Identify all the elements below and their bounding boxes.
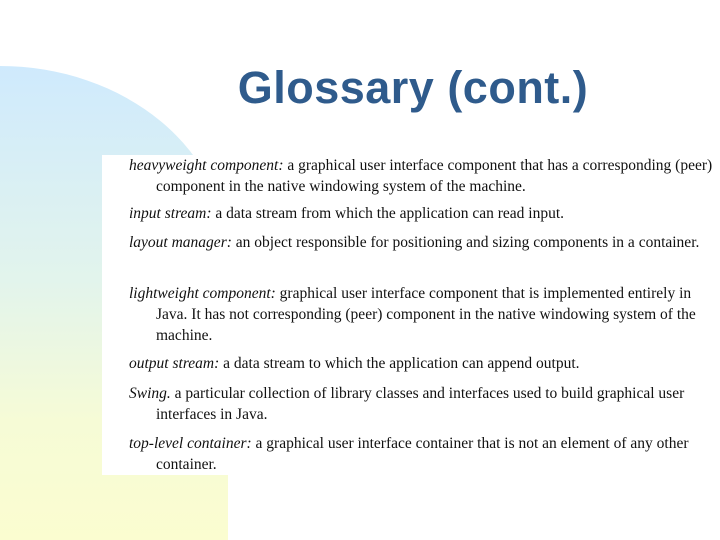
glossary-definition: a particular collection of library classes and interfaces used to build graphical user interfaces in Java.: [156, 385, 685, 423]
glossary-term: lightweight component:: [129, 285, 276, 302]
glossary-entry-output-stream: [129, 353, 716, 374]
glossary-definition: a data stream from which the application can read input.: [215, 205, 565, 222]
glossary-definition: a graphical user interface container that is not an element of any other container.: [156, 435, 689, 473]
slide-title: Glossary (cont.): [237, 62, 589, 113]
glossary-entry-lightweight-component: [129, 283, 716, 346]
glossary-definition: graphical user interface component that is implemented entirely in Java. It has not corresponding (peer) component in the native windowing system of the machine.: [156, 285, 696, 344]
glossary-entry-top-level-container: [129, 433, 716, 475]
glossary-term: Swing.: [129, 385, 171, 402]
glossary-entry-layout-manager: [129, 232, 716, 253]
glossary-term: heavyweight component:: [129, 157, 284, 174]
glossary-term: input stream:: [129, 205, 212, 222]
glossary-term: output stream:: [129, 355, 220, 372]
glossary-term: top-level container:: [129, 435, 252, 452]
glossary-entry-heavyweight-component: [129, 155, 716, 197]
glossary-definition: an object responsible for positioning and sizing components in a container.: [235, 234, 700, 251]
glossary-definition: a data stream to which the application can append output.: [223, 355, 580, 372]
glossary-term: layout manager:: [129, 234, 232, 251]
glossary-entry-swing: [129, 383, 716, 425]
glossary-definition: a graphical user interface component that has a corresponding (peer) component in the native windowing system of the machine.: [156, 157, 713, 195]
glossary-panel: [102, 155, 713, 475]
glossary-entry-input-stream: [129, 203, 716, 224]
